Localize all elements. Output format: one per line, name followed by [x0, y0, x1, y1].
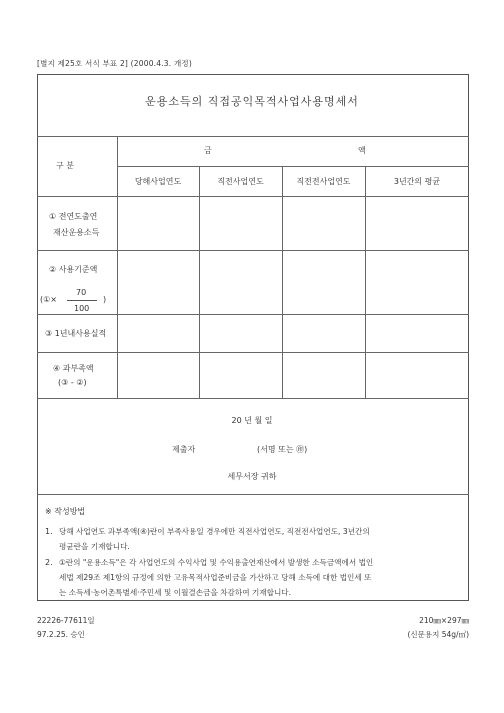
amount-header-1: 금 — [204, 146, 212, 155]
note-line: ①란의 "운용소득"은 각 사업연도의 수익사업 및 수익용출연재산에서 발생한 소득금액에서 법인 — [59, 558, 374, 567]
formula-numerator: 70 — [76, 288, 87, 297]
column-header: 직전사업연도 — [217, 177, 264, 186]
row-label-1-line1: ① 전연도출연 — [49, 212, 98, 221]
note-line: 는 소득세·농어촌특별세·주민세 및 이월결손금을 차감하여 기재합니다. — [59, 588, 292, 597]
note-number: 1. — [45, 527, 53, 536]
date-line: 20 년 월 일 — [231, 416, 273, 425]
note-number: 2. — [45, 558, 53, 567]
note-line: 세법 제29조 제1항의 규정에 의한 고유목적사업준비금을 가산하고 당해 소득에 대한 법인세 또 — [59, 573, 372, 582]
footer-approval: 97.2.25. 승인 — [37, 630, 85, 639]
formula-prefix: (①× — [40, 295, 57, 304]
form-header: [별지 제25호 서식 부표 2] (2000.4.3. 개정) — [37, 59, 192, 68]
col-divider-2 — [282, 166, 283, 398]
row-label-3: ③ 1년내사용실적 — [45, 329, 107, 338]
column-header: 3년간의 평균 — [393, 177, 441, 186]
row-label-4-line2: (③ - ②) — [58, 378, 87, 387]
formula-denominator: 100 — [74, 304, 90, 313]
row-divider-3 — [37, 352, 469, 353]
header-bottom-border — [37, 196, 469, 197]
footer-paper: (신문용지 54g/㎡) — [407, 630, 469, 639]
formula-suffix: ) — [103, 295, 107, 304]
row-divider-1 — [37, 250, 469, 251]
col-divider-1 — [199, 166, 200, 398]
notes-heading: ※ 작성방법 — [45, 507, 86, 516]
addressee: 세무서장 귀하 — [227, 472, 277, 481]
amount-header-2: 액 — [358, 146, 366, 155]
column-header: 직전전사업연도 — [296, 177, 351, 186]
footer-size: 210㎜×297㎜ — [419, 616, 469, 625]
row-label-4-line1: ④ 과부족액 — [53, 364, 94, 373]
table-top-border — [37, 136, 469, 137]
col-divider-3 — [365, 166, 366, 398]
page-title: 운용소득의 직접공익목적사업사용명세서 — [145, 95, 359, 108]
fraction-bar — [67, 300, 97, 301]
row-divider-2 — [37, 314, 469, 315]
note-line: 평균란을 기재합니다. — [59, 542, 130, 551]
submitter-label: 제출자 — [172, 445, 196, 454]
header-divider — [117, 166, 469, 167]
gubun-header: 구 분 — [56, 161, 74, 170]
col-divider-label — [117, 136, 118, 398]
signature-label: (서명 또는 ㊞) — [257, 445, 308, 454]
row-label-1-line2: 재산운용소득 — [53, 228, 100, 237]
footer-code: 22226-77611일 — [37, 616, 95, 625]
notes-divider — [37, 494, 469, 495]
row-label-2: ② 사용기준액 — [49, 265, 98, 274]
table-bottom-border — [37, 398, 469, 399]
note-line: 당해 사업연도 과부족액(④)란이 부족사용일 경우에만 직전사업연도, 직전전사업연도, 3년간의 — [59, 527, 370, 536]
column-header: 당해사업연도 — [134, 177, 182, 186]
